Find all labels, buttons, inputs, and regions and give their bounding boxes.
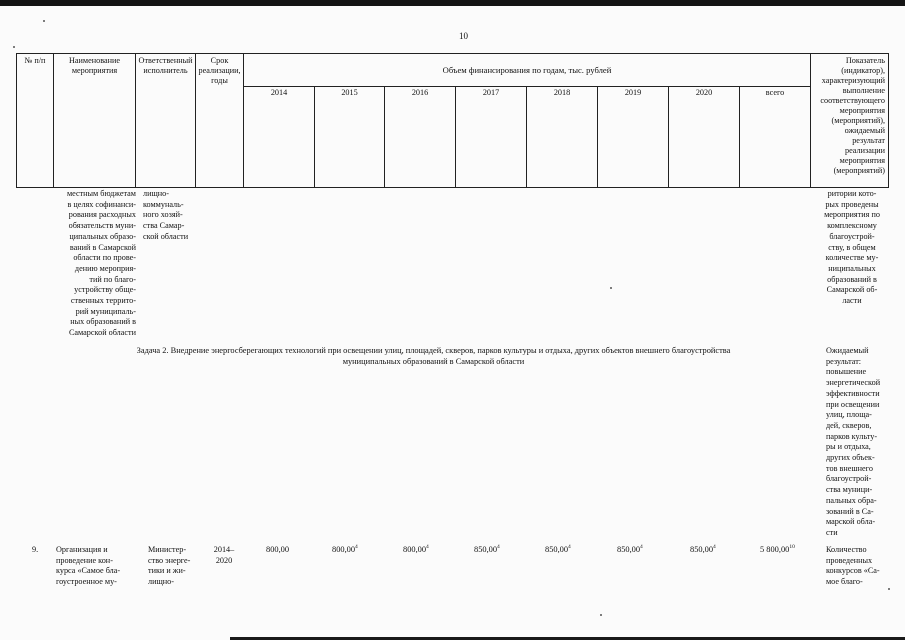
header-term: Срок реализации, годы [196,54,244,188]
header-year: 2020 [669,87,740,188]
scan-speck [610,287,612,289]
header-name: Наименование мероприятия [54,54,136,188]
row-9-value-2020: 850,00$^4$ [690,544,716,554]
page-number: 10 [459,31,468,41]
task-2-result: Ожидаемый результат: повышение энергетической эффективности при освещении улиц, площа- дей, скверов, парков культу- ры и отдыха, других объек- тов внешнего благоустрой- ства муници- пальных обра- зований в Са- марской обла- сти [826,346,881,537]
scan-speck [888,588,890,590]
header-year: 2018 [527,87,598,188]
header-year: 2016 [385,87,456,188]
continuation-indicator: ритории кото- рых проведены мероприятия по комплексному благоустрой- ству, в общем количестве му- ниципальных образований в Самарской об- ласти [824,189,880,306]
continuation-responsible: лищно- коммуналь- ного хозяй- ства Самар- ской области [143,189,189,241]
header-year: 2014 [244,87,315,188]
row-9-value-2015: 800,00$^4$ [332,544,358,554]
continuation-name: местным бюджетам в целях софинанси- рования расходных обязательств муни- ципальных образо- ваний в Самарской области по прове- дению мероприя- тий по благо- устройству обще- ственных террито- рий муниципаль- ных образований в Самарской области [66,189,136,338]
row-9-value-2014: 800,00 [266,545,290,554]
row-9-value-2019: 850,00$^4$ [617,544,643,554]
header-responsible: Ответственный исполнитель [136,54,196,188]
header-year: 2019 [598,87,669,188]
row-9-value-2016: 800,00$^4$ [403,544,429,554]
row-9-num: 9. [32,545,39,554]
header-year-total: всего [740,87,811,188]
scan-speck [43,20,45,22]
header-financing: Объем финансирования по годам, тыс. рублей [244,54,811,87]
task-2-title: Задача 2. Внедрение энергосберегающих технологий при освещении улиц, площадей, скверов, парков культуры и отдыха, других объектов внешнего благоустройства муниципальных образований в Самарской области [136,346,731,366]
scan-speck [600,614,602,616]
row-9-name: Организация и проведение кон- курса «Самое бла- гоустроенное му- [56,545,121,587]
header-num: № п/п [17,54,54,188]
row-9-responsible: Министер- ство энерге- тики и жи- лищно- [148,545,191,587]
header-year: 2015 [315,87,385,188]
row-9-value-2018: 850,00$^4$ [545,544,571,554]
header-year: 2017 [456,87,527,188]
row-9-value-2017: 850,00$^4$ [474,544,500,554]
row-9-value-total: 5 800,00$^{10}$ [760,544,795,554]
table-header [16,53,889,188]
scan-top-edge [0,0,905,6]
row-9-indicator: Количество проведенных конкурсов «Са- мое благо- [826,545,880,587]
scan-speck [13,46,15,48]
row-9-term: 2014– 2020 [213,545,235,565]
header-indicator: Показатель (индикатор), характеризующий выполнение соответствующего мероприятия (мероприятий), ожидаемый результат реализации мероприятия (мероприятий) [811,54,889,188]
